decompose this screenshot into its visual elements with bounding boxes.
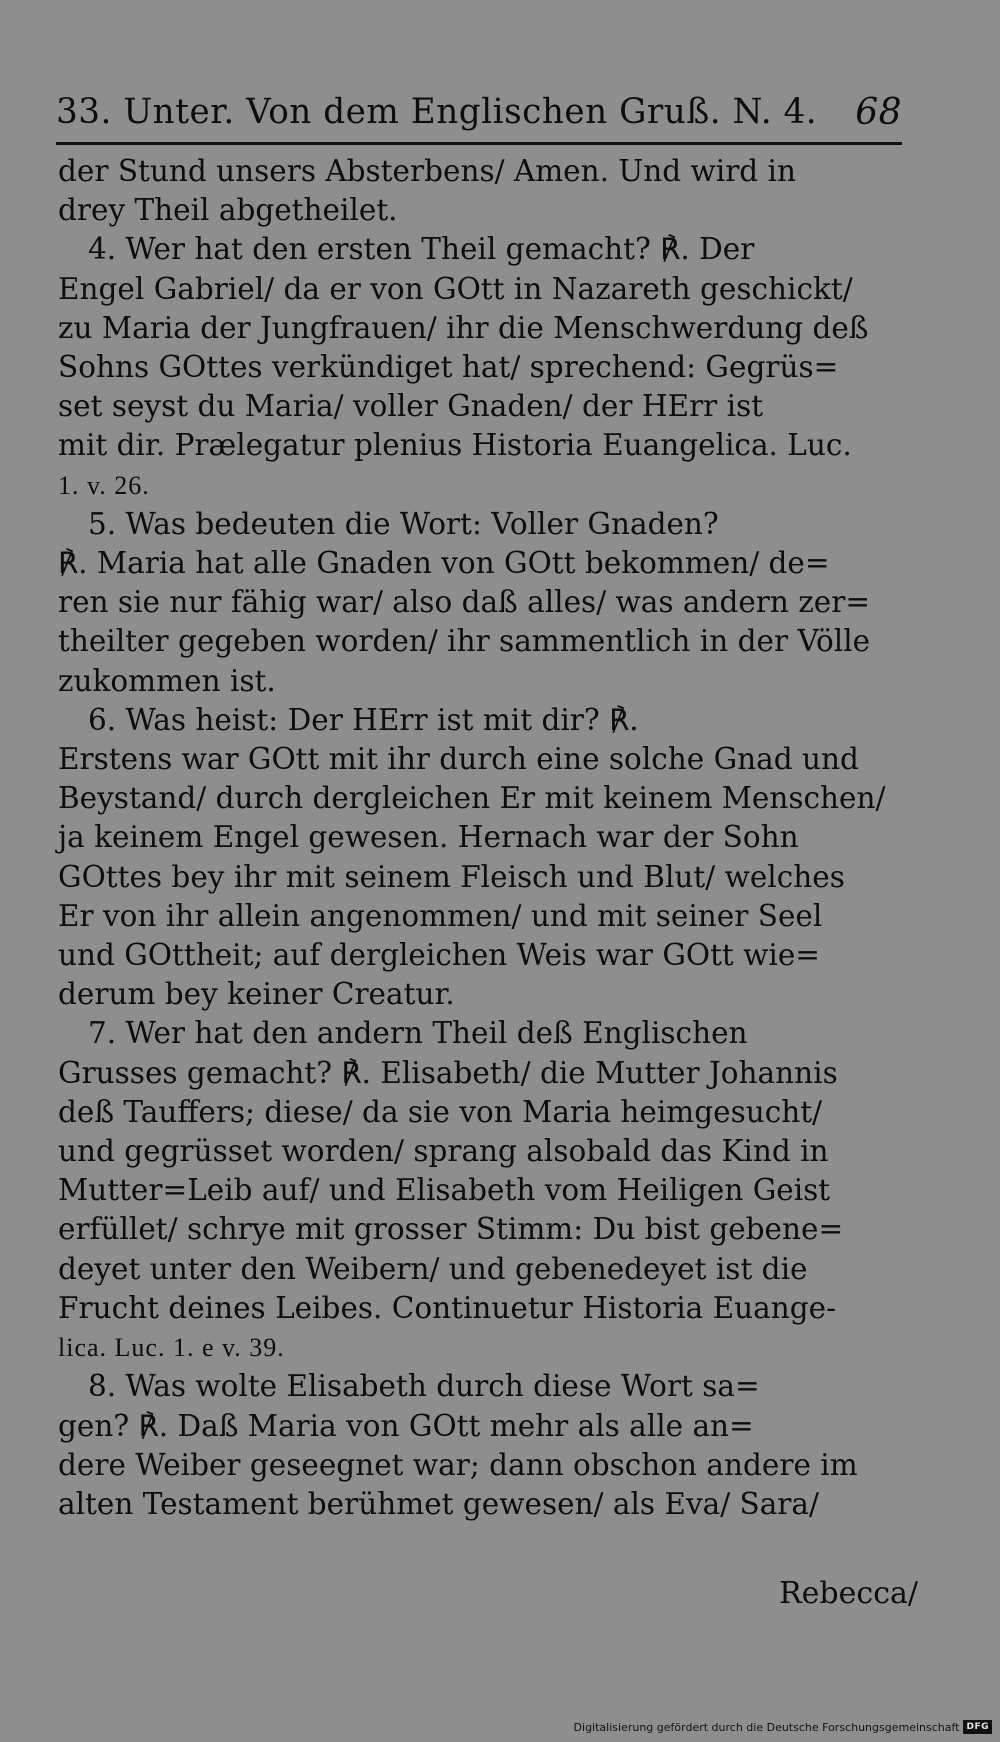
text-line: dere Weiber geseegnet war; dann obschon andere im [58, 1447, 858, 1482]
text-line: zukommen ist. [58, 663, 276, 698]
text-line: Frucht deines Leibes. Continuetur Historia Euange- [58, 1290, 837, 1325]
text-line: drey Theil abgetheilet. [58, 193, 398, 228]
text-line: 4. Wer hat den ersten Theil gemacht? ℟. Der [88, 232, 755, 267]
text-line: 6. Was heist: Der HErr ist mit dir? ℟. [88, 702, 639, 737]
text-line: Er von ihr allein angenommen/ und mit seiner Seel [58, 898, 823, 933]
credit-text: Digitalisierung gefördert durch die Deutsche Forschungsgemeinschaft [573, 1720, 960, 1734]
text-line: zu Maria der Jungfrauen/ ihr die Menschwerdung deß [58, 310, 869, 345]
page-number: 68 [855, 92, 902, 133]
text-line: Erstens war GOtt mit ihr durch eine solche Gnad und [58, 742, 859, 777]
text-line: und gegrüsset worden/ sprang alsobald das Kind in [58, 1134, 829, 1169]
running-header [56, 92, 902, 142]
text-line: 1. v. 26. [58, 470, 150, 500]
text-line: Engel Gabriel/ da er von GOtt in Nazareth geschickt/ [58, 271, 853, 306]
text-line: ren sie nur fähig war/ also daß alles/ was andern zer= [58, 585, 871, 620]
text-line: Beystand/ durch dergleichen Er mit keinem Menschen/ [58, 781, 886, 816]
running-title: 33. Unter. Von dem Englischen Gruß. N. 4. [56, 92, 818, 132]
text-line: set seyst du Maria/ voller Gnaden/ der HErr ist [58, 389, 764, 424]
text-line: Sohns GOttes verkündiget hat/ sprechend: Gegrüs= [58, 350, 839, 385]
text-line: 5. Was bedeuten die Wort: Voller Gnaden? [88, 506, 719, 541]
catchword: Rebecca/ [779, 1576, 918, 1611]
text-line: Mutter=Leib auf/ und Elisabeth vom Heiligen Geist [58, 1173, 831, 1208]
text-line: ja keinem Engel gewesen. Hernach war der Sohn [58, 820, 799, 855]
text-line: erfüllet/ schrye mit grosser Stimm: Du bist gebene= [58, 1212, 844, 1247]
text-block [58, 152, 908, 1524]
text-line: GOttes bey ihr mit seinem Fleisch und Blut/ welches [58, 859, 845, 894]
text-line: 8. Was wolte Elisabeth durch diese Wort sa= [88, 1369, 760, 1404]
text-line: Grusses gemacht? ℟. Elisabeth/ die Mutter Johannis [58, 1055, 838, 1090]
text-line: deyet unter den Weibern/ und gebenedeyet ist die [58, 1251, 808, 1286]
text-line: derum bey keiner Creatur. [58, 977, 455, 1012]
text-line: 7. Wer hat den andern Theil deß Englischen [88, 1016, 748, 1051]
text-line: alten Testament berühmet gewesen/ als Eva/ Sara/ [58, 1486, 819, 1521]
text-line: theilter gegeben worden/ ihr sammentlich in der Völle [58, 624, 871, 659]
text-line: und GOttheit; auf dergleichen Weis war GOtt wie= [58, 938, 821, 973]
text-line: deß Tauffers; diese/ da sie von Maria heimgesucht/ [58, 1094, 823, 1129]
text-line: gen? ℟. Daß Maria von GOtt mehr als alle an= [58, 1408, 754, 1443]
header-rule [56, 142, 902, 145]
digitization-credit [574, 1720, 992, 1734]
text-line: ℟. Maria hat alle Gnaden von GOtt bekommen/ de= [58, 546, 830, 581]
dfg-logo: DFG [963, 1720, 992, 1734]
text-line: mit dir. Prælegatur plenius Historia Euangelica. Luc. [58, 428, 852, 463]
text-line: der Stund unsers Absterbens/ Amen. Und wird in [58, 154, 796, 188]
text-line: lica. Luc. 1. e v. 39. [58, 1333, 285, 1363]
